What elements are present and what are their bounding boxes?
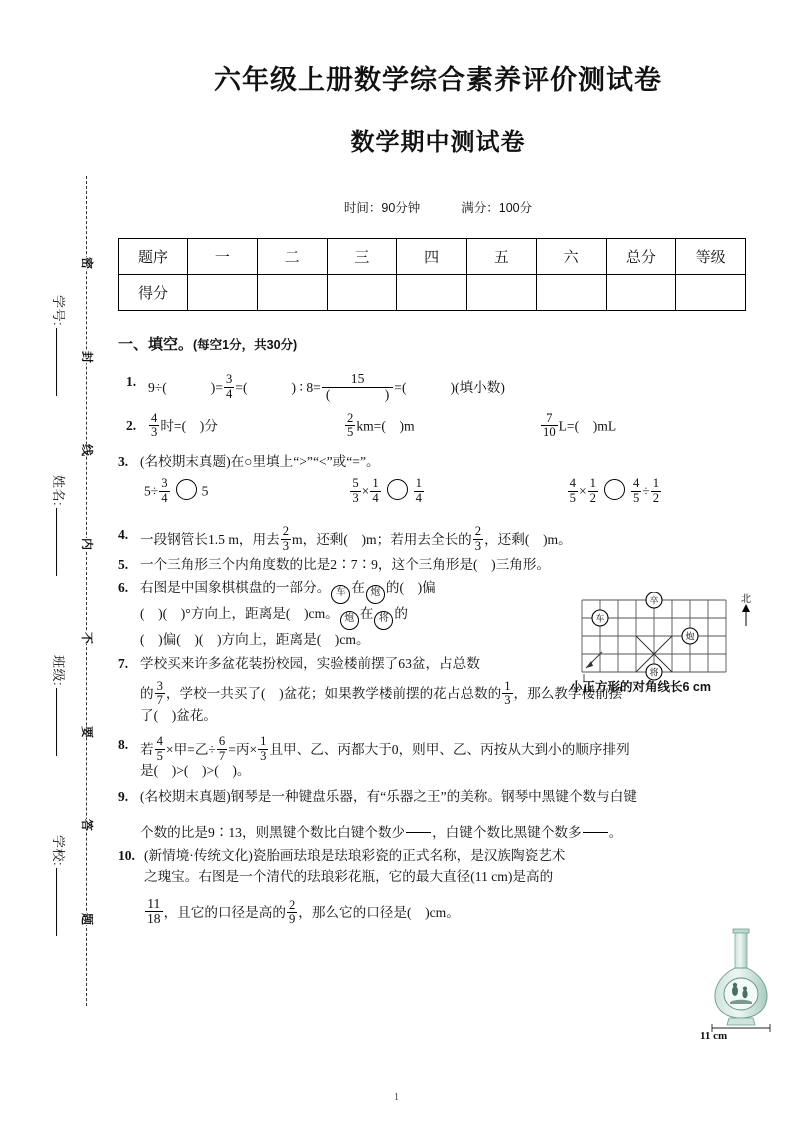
- compare-circle[interactable]: [176, 479, 197, 500]
- fraction-4-3: $\frac{4}{3}$: [151, 410, 158, 440]
- q3-compare-row: [118, 477, 758, 511]
- answer-blank[interactable]: [402, 378, 455, 398]
- q8-line-1: 若 $\frac{4}{5}$ ×甲=乙÷ $\frac{6}{7}$ =丙× $\frac{1}{3}$ 且甲、乙、丙都大于0，则甲、乙、丙按从大到小的顺序排列: [140, 734, 630, 763]
- fraction-3-7: $\frac{3}{7}$: [156, 678, 163, 707]
- page-subtitle: 数学期中测试卷: [350, 129, 526, 156]
- answer-blank[interactable]: [243, 378, 296, 398]
- compass-north-label: 北: [741, 594, 751, 605]
- section-heading: [118, 334, 758, 356]
- score-cell-4[interactable]: [397, 275, 467, 311]
- col-header-1: 一: [188, 239, 258, 275]
- student-class-label: 班级:: [51, 654, 67, 686]
- question-number: 4.: [118, 527, 129, 543]
- score-cell-total[interactable]: [606, 275, 676, 311]
- q2-unit-2: km=( )m: [356, 418, 415, 434]
- q7-line-3: 了( )盆花。: [140, 707, 218, 723]
- col-header-5: 五: [467, 239, 537, 275]
- fraction-5-3: $\frac{5}{3}$: [352, 476, 359, 505]
- answer-blank[interactable]: ( ): [322, 387, 393, 403]
- q3-compare-2: $\frac{5}{3}$ × $\frac{1}{4}$ $\frac{1}{4}$: [352, 476, 422, 505]
- student-name-field[interactable]: [51, 474, 70, 575]
- fraction-2-3: $\frac{2}{3}$: [474, 524, 482, 553]
- page-title: 六年级上册数学综合素养评价测试卷: [214, 65, 662, 95]
- write-rule: [57, 508, 58, 576]
- chess-board-diagram: [576, 592, 760, 687]
- question-1: 1. 9÷ ( ) = $\frac{3}{4}$ = ( ) ∶ 8= $\frac{15}{( )}$ = ( ) (填小数): [118, 364, 758, 398]
- chess-piece-jiang-icon: 将: [374, 611, 393, 630]
- seal-margin: [0, 0, 108, 1121]
- question-number: 7.: [118, 655, 129, 671]
- question-number: 2.: [126, 417, 137, 433]
- write-rule: [57, 688, 58, 756]
- q10-line-1: (新情境·传统文化)瓷胎画珐琅是珐琅彩瓷的正式名称，是汉族陶瓷艺术: [144, 847, 566, 863]
- question-3: [118, 452, 758, 472]
- section-note: (每空1分，共30分): [193, 338, 298, 352]
- q7-line-1: 学校买来许多盆花装扮校园，实验楼前摆了63盆，占总数: [140, 655, 480, 671]
- chess-piece-ju-icon: 车: [331, 585, 350, 604]
- student-info-fields: [40, 255, 80, 975]
- q2-unit-3: L=( )mL: [558, 418, 617, 434]
- write-rule: [57, 328, 58, 396]
- svg-text:车: 车: [595, 613, 605, 624]
- col-header-grade: 等级: [676, 239, 746, 275]
- col-header-total: 总分: [606, 239, 676, 275]
- fraction-2-9: $\frac{2}{9}$: [288, 897, 296, 926]
- vase-svg: [706, 928, 776, 1032]
- fraction-1-4: $\frac{1}{4}$: [372, 476, 379, 505]
- chess-piece-pao-icon: 炮: [340, 611, 359, 630]
- question-6: [118, 578, 600, 650]
- chess-diagram-caption: 小正方形的对角线长6 cm: [570, 680, 711, 694]
- vase-width-label: 11 cm: [700, 1030, 728, 1042]
- student-id-label: 学号:: [51, 294, 67, 326]
- fraction-6-7: $\frac{6}{7}$: [218, 734, 226, 763]
- fraction-3-4: $\frac{3}{4}$: [226, 372, 233, 401]
- q1-colon8: ∶ 8=: [299, 379, 321, 395]
- fraction-4-5: $\frac{4}{5}$: [632, 476, 640, 505]
- question-number: 3.: [118, 453, 129, 469]
- question-5: [118, 555, 758, 575]
- compare-circle[interactable]: [387, 479, 408, 500]
- col-header-4: 四: [397, 239, 467, 275]
- q6-line-2: ( )( )°方向上，距离是( )cm。 炮 在 将 的: [140, 604, 600, 630]
- seal-char: 密: [79, 256, 94, 269]
- question-number: 9.: [118, 788, 129, 804]
- q3-compare-1: 5÷ $\frac{3}{4}$ 5: [144, 476, 209, 505]
- score-table: [118, 238, 746, 311]
- question-4: [118, 521, 758, 553]
- svg-text:将: 将: [649, 667, 659, 678]
- fraction-2-3: $\frac{2}{3}$: [282, 524, 290, 553]
- chess-piece-pao-icon: 炮: [366, 585, 385, 604]
- fraction-1-2: $\frac{1}{2}$: [589, 476, 596, 505]
- row-header-question: 题序: [119, 239, 188, 275]
- q5-text: 一个三角形三个内角度数的比是2∶7∶9，这个三角形是( )三角形。: [140, 557, 551, 573]
- q6-line-1: 右图是中国象棋棋盘的一部分。 车 在 炮 的( )偏: [140, 578, 600, 604]
- question-8: [118, 731, 758, 781]
- seal-char: 答: [79, 819, 94, 832]
- q8-line-2: 是( )>( )>( )。: [140, 763, 251, 779]
- student-school-field[interactable]: [51, 834, 70, 935]
- seal-char: 要: [79, 725, 94, 738]
- answer-blank-fraction[interactable]: [406, 817, 431, 848]
- row-header-score: 得分: [119, 275, 188, 311]
- score-cell-grade[interactable]: [676, 275, 746, 311]
- time-label: 时间：90分钟: [343, 201, 421, 215]
- svg-text:炮: 炮: [685, 631, 695, 642]
- q3-text: 在○里填上“>”“<”或“=”。: [230, 453, 380, 469]
- q2-unit-1: 时=( )分: [160, 418, 218, 434]
- q9-line-2: 个数的比是9∶13，则黑键个数比白键个数少 ，白键个数比黑键个数多 。: [140, 812, 758, 840]
- fraction-1-2: $\frac{1}{2}$: [652, 476, 660, 505]
- fraction-1-4: $\frac{1}{4}$: [415, 476, 422, 505]
- fraction-2-5: $\frac{2}{5}$: [347, 410, 354, 440]
- q2-item-1: [148, 412, 344, 440]
- seal-char: 内: [79, 538, 94, 551]
- q4-text-a: 一段钢管长1.5 m，用去: [140, 532, 280, 548]
- col-header-2: 二: [257, 239, 327, 275]
- question-number: 1.: [126, 373, 137, 389]
- q1-lead: 9÷: [148, 379, 163, 395]
- question-number: 6.: [118, 580, 129, 596]
- score-cell-6[interactable]: [536, 275, 606, 311]
- score-cell-5[interactable]: [467, 275, 537, 311]
- question-number: 8.: [118, 737, 129, 753]
- page-number: 1: [394, 1092, 399, 1103]
- q3-tag: (名校期末真题): [140, 453, 231, 469]
- score-cell-3[interactable]: [327, 275, 397, 311]
- vase-illustration: [706, 928, 776, 1037]
- fraction-11-18: $\frac{11}{18}$: [147, 896, 161, 927]
- student-class-field[interactable]: [51, 654, 70, 755]
- compare-circle[interactable]: [604, 479, 625, 500]
- write-rule: [57, 868, 58, 936]
- seal-char: 封: [79, 350, 94, 363]
- score-cell-2[interactable]: [257, 275, 327, 311]
- q7-line-2: 的 $\frac{3}{7}$ ，学校一共买了( )盆花；如果教学楼前摆的花占总数的 $\frac{1}{3}$ ，那么教学楼前摆: [140, 678, 623, 707]
- chess-board-svg: [576, 592, 760, 682]
- q1-tail: (填小数): [455, 379, 505, 395]
- col-header-6: 六: [536, 239, 606, 275]
- q10-line-2: 之瑰宝。右图是一个清代的珐琅彩花瓶，它的最大直径(11 cm)是高的: [144, 869, 554, 885]
- fraction-7-10: $\frac{7}{10}$: [543, 410, 556, 440]
- student-id-field[interactable]: [51, 294, 70, 395]
- q6-line-3: ( )偏( )( )方向上，距离是( )cm。: [140, 632, 370, 648]
- q10-line-3: $\frac{11}{18}$ ，且它的口径是高的 $\frac{2}{9}$ ，那么它的口径是( )cm。: [147, 896, 460, 927]
- q3-compare-3: $\frac{4}{5}$ × $\frac{1}{2}$ $\frac{4}{5}$ ÷ $\frac{1}{2}$: [569, 476, 660, 505]
- fraction-15-blank: $\frac{15}{( )}$: [322, 372, 393, 403]
- seal-char: 不: [79, 631, 94, 644]
- fraction-4-5: $\frac{4}{5}$: [569, 476, 576, 505]
- student-name-label: 姓名:: [51, 474, 67, 506]
- q9-line-1: (名校期末真题)钢琴是一种键盘乐器，有“乐器之王”的美称。钢琴中黑键个数与白键: [140, 788, 637, 804]
- student-school-label: 学校:: [51, 834, 67, 866]
- score-cell-1[interactable]: [188, 275, 258, 311]
- fraction-1-3: $\frac{1}{3}$: [260, 734, 267, 763]
- answer-blank[interactable]: [162, 378, 215, 398]
- section-title: 一、填空。: [118, 336, 194, 353]
- q4-text-c: ，还剩( )m。: [484, 532, 572, 548]
- seal-char: 题: [79, 913, 94, 926]
- answer-blank-fraction[interactable]: [583, 817, 608, 848]
- question-number: 5.: [118, 557, 129, 573]
- fraction-3-4: $\frac{3}{4}$: [161, 476, 168, 505]
- col-header-3: 三: [327, 239, 397, 275]
- table-row: [119, 275, 746, 311]
- q4-text-b: m，还剩( )m；若用去全长的: [292, 532, 472, 548]
- question-number: 10.: [118, 847, 135, 863]
- q2-item-3: [540, 412, 736, 440]
- fraction-4-5: $\frac{4}{5}$: [156, 734, 163, 763]
- table-row: [119, 239, 746, 275]
- question-10: [118, 846, 758, 927]
- fraction-1-3: $\frac{1}{3}$: [504, 678, 511, 707]
- exam-meta: [108, 198, 768, 216]
- svg-text:卒: 卒: [649, 595, 659, 606]
- question-9: [118, 787, 758, 840]
- total-score-label: 满分：100分: [461, 201, 533, 215]
- q2-item-2: [344, 412, 540, 440]
- seal-char: 线: [79, 444, 94, 457]
- question-2: [118, 408, 758, 440]
